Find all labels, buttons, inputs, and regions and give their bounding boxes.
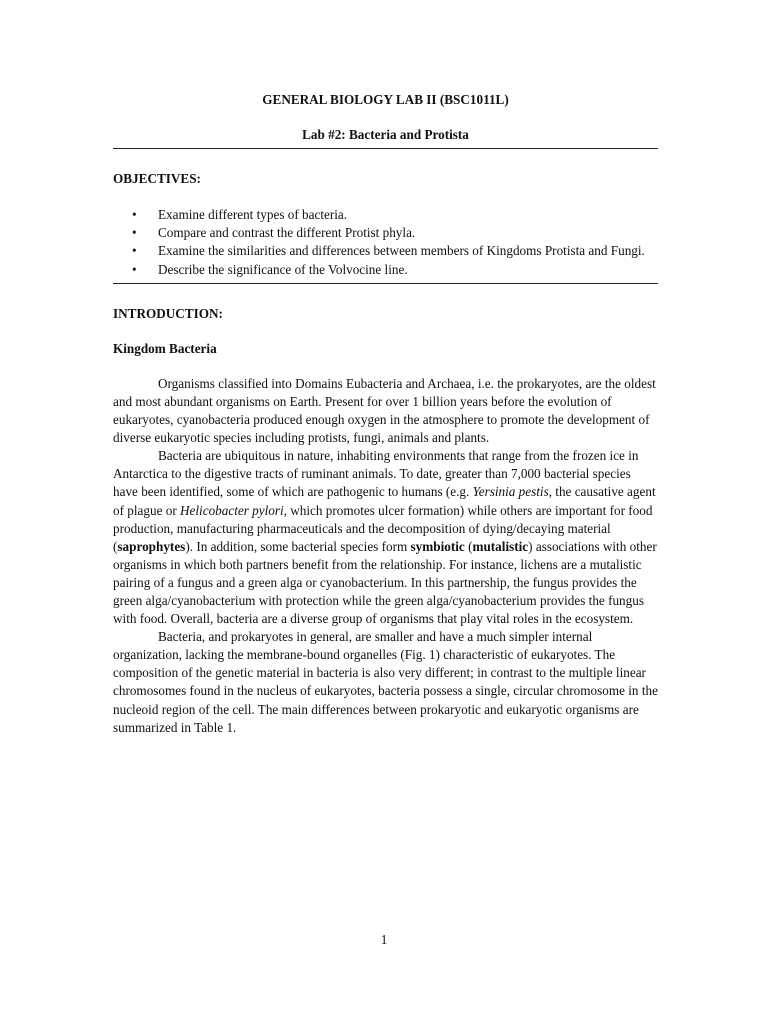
paragraph-text: , the causative agent of plague or (113, 484, 656, 518)
list-item (113, 224, 658, 242)
bottom-divider (113, 283, 658, 284)
objective-text: Describe the significance of the Volvocine line. (158, 261, 408, 277)
list-item (113, 242, 658, 260)
objective-text: Compare and contrast the different Protist phyla. (158, 225, 416, 241)
objectives-heading: OBJECTIVES: (113, 171, 201, 187)
introduction-heading: INTRODUCTION: (113, 305, 223, 321)
paragraph-text: , which promotes ulcer formation) while others are important for food production, manufacturing pharmaceuticals and the decomposition of dying/decaying material ( (113, 502, 653, 554)
species-name: Helicobacter pylori (180, 502, 284, 518)
list-item (113, 261, 658, 279)
page-content (113, 91, 658, 737)
key-term: mutalistic (472, 538, 529, 554)
paragraph-text: Bacteria are ubiquitous in nature, inhabiting environments that range from the frozen ice in Antarctica to the digestive tracts of ruminant animals. To date, greater than 7,000 bacterial species have been identified, some of which are pathogenic to humans (e.g. (113, 448, 639, 500)
key-term: symbiotic (410, 538, 465, 554)
paragraph-text: ) associations with other organisms in which both partners benefit from the relationship. For instance, lichens are a mutalistic pairing of a fungus and a green alga or cyanobacterium. In this partnership, the fungus provides the green alga/cyanobacterium with protection while the green alga/cyanobacterium provides the fungus with food. Overall, bacteria are a diverse group of organisms that play vital roles in the ecosystem. (113, 538, 657, 627)
objectives-list (113, 206, 658, 278)
section-title: Kingdom Bacteria (113, 340, 217, 356)
lab-title: Lab #2: Bacteria and Protista (302, 127, 469, 143)
page-number: 1 (380, 932, 388, 947)
objective-text: Examine different types of bacteria. (158, 207, 348, 223)
bullet-icon: • (132, 225, 137, 241)
objective-text: Examine the similarities and differences between members of Kingdoms Protista and Fungi. (158, 243, 645, 259)
bullet-icon: • (132, 243, 137, 259)
paragraph-1: Organisms classified into Domains Eubacteria and Archaea, i.e. the prokaryotes, are the oldest and most abundant organisms on Earth. Present for over 1 billion years before the evolution of eukaryotes, cyanobacteria produced enough oxygen in the atmosphere to promote the development of diverse eukaryotic species including protists, fungi, animals and plants. (113, 375, 656, 446)
paragraph-text: ( (464, 538, 473, 554)
document-title: GENERAL BIOLOGY LAB II (BSC1011L) (262, 92, 509, 107)
bullet-icon: • (132, 261, 137, 277)
paragraph-3: Bacteria, and prokaryotes in general, are smaller and have a much simpler internal organization, lacking the membrane-bound organelles (Fig. 1) characteristic of eukaryotes. The composition of the genetic material in bacteria is also very different; in contrast to the multiple linear chromosomes found in the nucleus of eukaryotes, bacteria possess a single, circular chromosome in the nucleoid region of the cell. The main differences between prokaryotic and eukaryotic organisms are summarized in Table 1. (113, 629, 658, 735)
list-item (113, 206, 658, 224)
species-name: Yersinia pestis (472, 484, 549, 500)
key-term: saprophytes (117, 538, 186, 554)
paragraph-text: ). In addition, some bacterial species form (185, 538, 411, 554)
paragraph-2 (113, 447, 658, 628)
top-divider (113, 148, 658, 149)
bullet-icon: • (132, 207, 137, 223)
